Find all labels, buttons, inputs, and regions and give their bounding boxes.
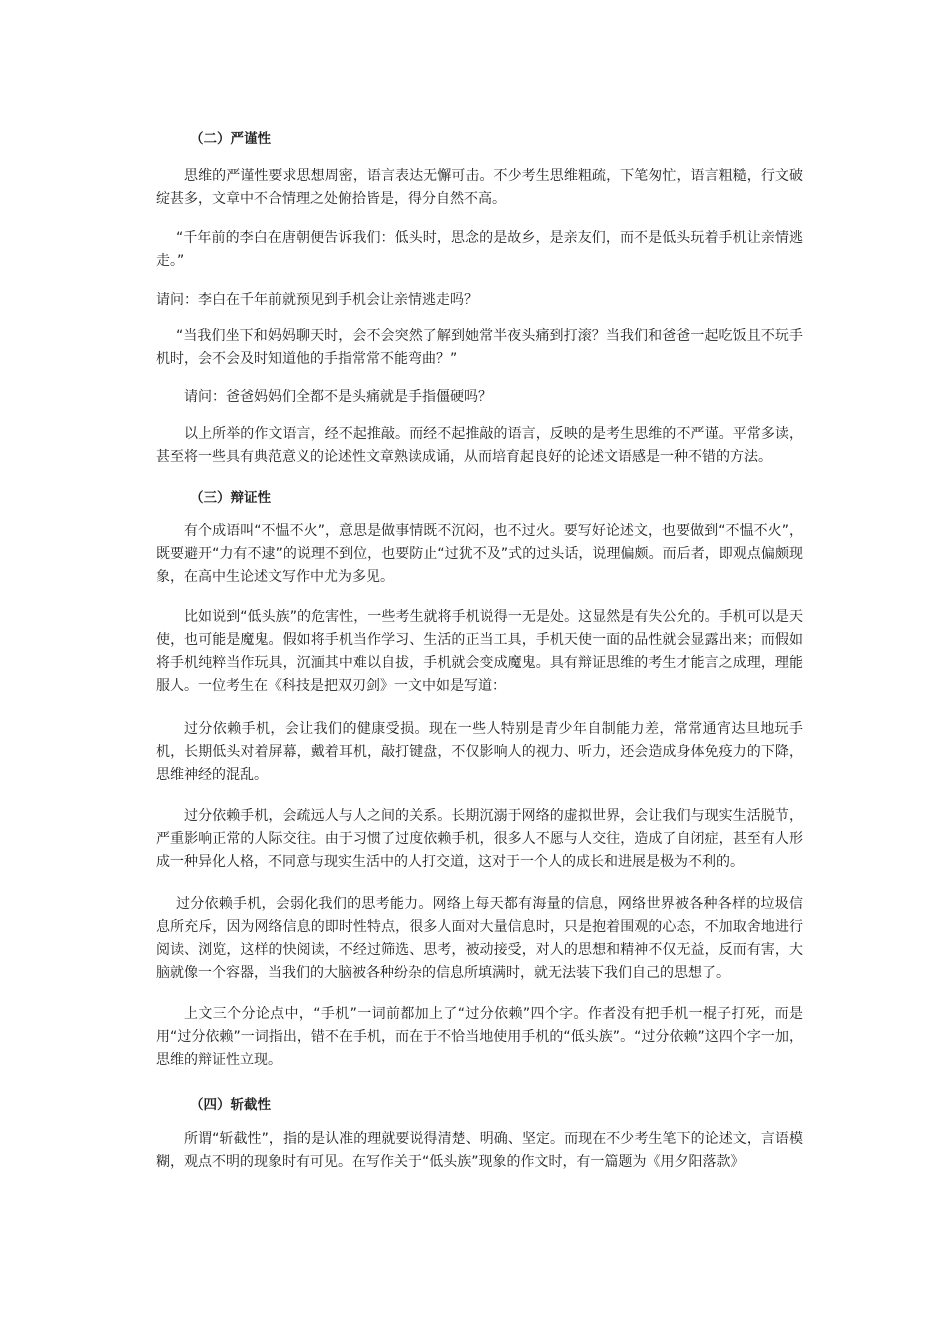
section-heading-rigor: （二）严谨性 bbox=[190, 131, 271, 147]
paragraph: 思维的严谨性要求思想周密，语言表达无懈可击。不少考生思维粗疏，下笔匆忙，语言粗糙，行文破绽甚多，文章中不合情理之处俯拾皆是，得分自然不高。 bbox=[156, 168, 803, 207]
quote-paragraph: “当我们坐下和妈妈聊天时，会不会突然了解到她常半夜头痛到打滚？当我们和爸爸一起吃饭且不玩手机时，会不会及时知道他的手指常常不能弯曲？” bbox=[156, 328, 803, 367]
paragraph: 过分依赖手机，会弱化我们的思考能力。网络上每天都有海量的信息，网络世界被各种各样的垃圾信息所充斥，因为网络信息的即时性特点，很多人面对大量信息时，只是抱着围观的心态，不加取舍地进行阅读、浏览，这样的快阅读，不经过筛选、思考，被动接受，对人的思想和精神不仅无益，反而有害，大脑就像一个容器，当我们的大脑被各种纷杂的信息所填满时，就无法装下我们自己的思想了。 bbox=[156, 896, 803, 981]
paragraph: 有个成语叫“不愠不火”，意思是做事情既不沉闷，也不过火。要写好论述文，也要做到“不愠不火”，既要避开“力有不逮”的说理不到位，也要防止“过犹不及”式的过头话，说理偏颇。而后者，即观点偏颇现象，在高中生论述文写作中尤为多见。 bbox=[156, 523, 803, 585]
paragraph: 过分依赖手机，会让我们的健康受损。现在一些人特别是青少年自制能力差，常常通宵达旦地玩手机，长期低头对着屏幕，戴着耳机，敲打键盘，不仅影响人的视力、听力，还会造成身体免疫力的下降，思维神经的混乱。 bbox=[156, 721, 803, 783]
paragraph: 过分依赖手机，会疏远人与人之间的关系。长期沉溺于网络的虚拟世界，会让我们与现实生活脱节，严重影响正常的人际交往。由于习惯了过度依赖手机，很多人不愿与人交往，造成了自闭症，甚至有人形成一种异化人格，不同意与现实生活中的人打交道，这对于一个人的成长和进展是极为不利的。 bbox=[156, 808, 803, 870]
paragraph: 以上所举的作文语言，经不起推敲。而经不起推敲的语言，反映的是考生思维的不严谨。平常多读，甚至将一些具有典范意义的论述性文章熟读成诵，从而培育起良好的论述文语感是一种不错的方法。 bbox=[156, 426, 803, 465]
section-heading-decisiveness: （四）斩截性 bbox=[190, 1097, 271, 1113]
paragraph: 比如说到“低头族”的危害性，一些考生就将手机说得一无是处。这显然是有失公允的。手机可以是天使，也可能是魔鬼。假如将手机当作学习、生活的正当工具，手机天使一面的品性就会显露出来；而假如将手机纯粹当作玩具，沉湎其中难以自拔，手机就会变成魔鬼。具有辩证思维的考生才能言之成理，理能服人。一位考生在《科技是把双刃剑》一文中如是写道： bbox=[156, 609, 803, 694]
paragraph: 请问：爸爸妈妈们全都不是头痛就是手指僵硬吗？ bbox=[184, 389, 492, 405]
quote-paragraph: “千年前的李白在唐朝便告诉我们：低头时，思念的是故乡，是亲友们，而不是低头玩着手机让亲情逃走。” bbox=[156, 230, 803, 269]
paragraph: 请问：李白在千年前就预见到手机会让亲情逃走吗？ bbox=[156, 292, 478, 308]
section-heading-dialectic: （三）辩证性 bbox=[190, 490, 271, 506]
paragraph: 所谓“斩截性”，指的是认准的理就要说得清楚、明确、坚定。而现在不少考生笔下的论述文，言语模糊，观点不明的现象时有可见。在写作关于“低头族”现象的作文时，有一篇题为《用夕阳落款》 bbox=[156, 1131, 803, 1170]
paragraph: 上文三个分论点中，“手机”一词前都加上了“过分依赖”四个字。作者没有把手机一棍子打死，而是用“过分依赖”一词指出，错不在手机，而在于不恰当地使用手机的“低头族”。“过分依赖”这四个字一加，思维的辩证性立现。 bbox=[156, 1006, 803, 1068]
